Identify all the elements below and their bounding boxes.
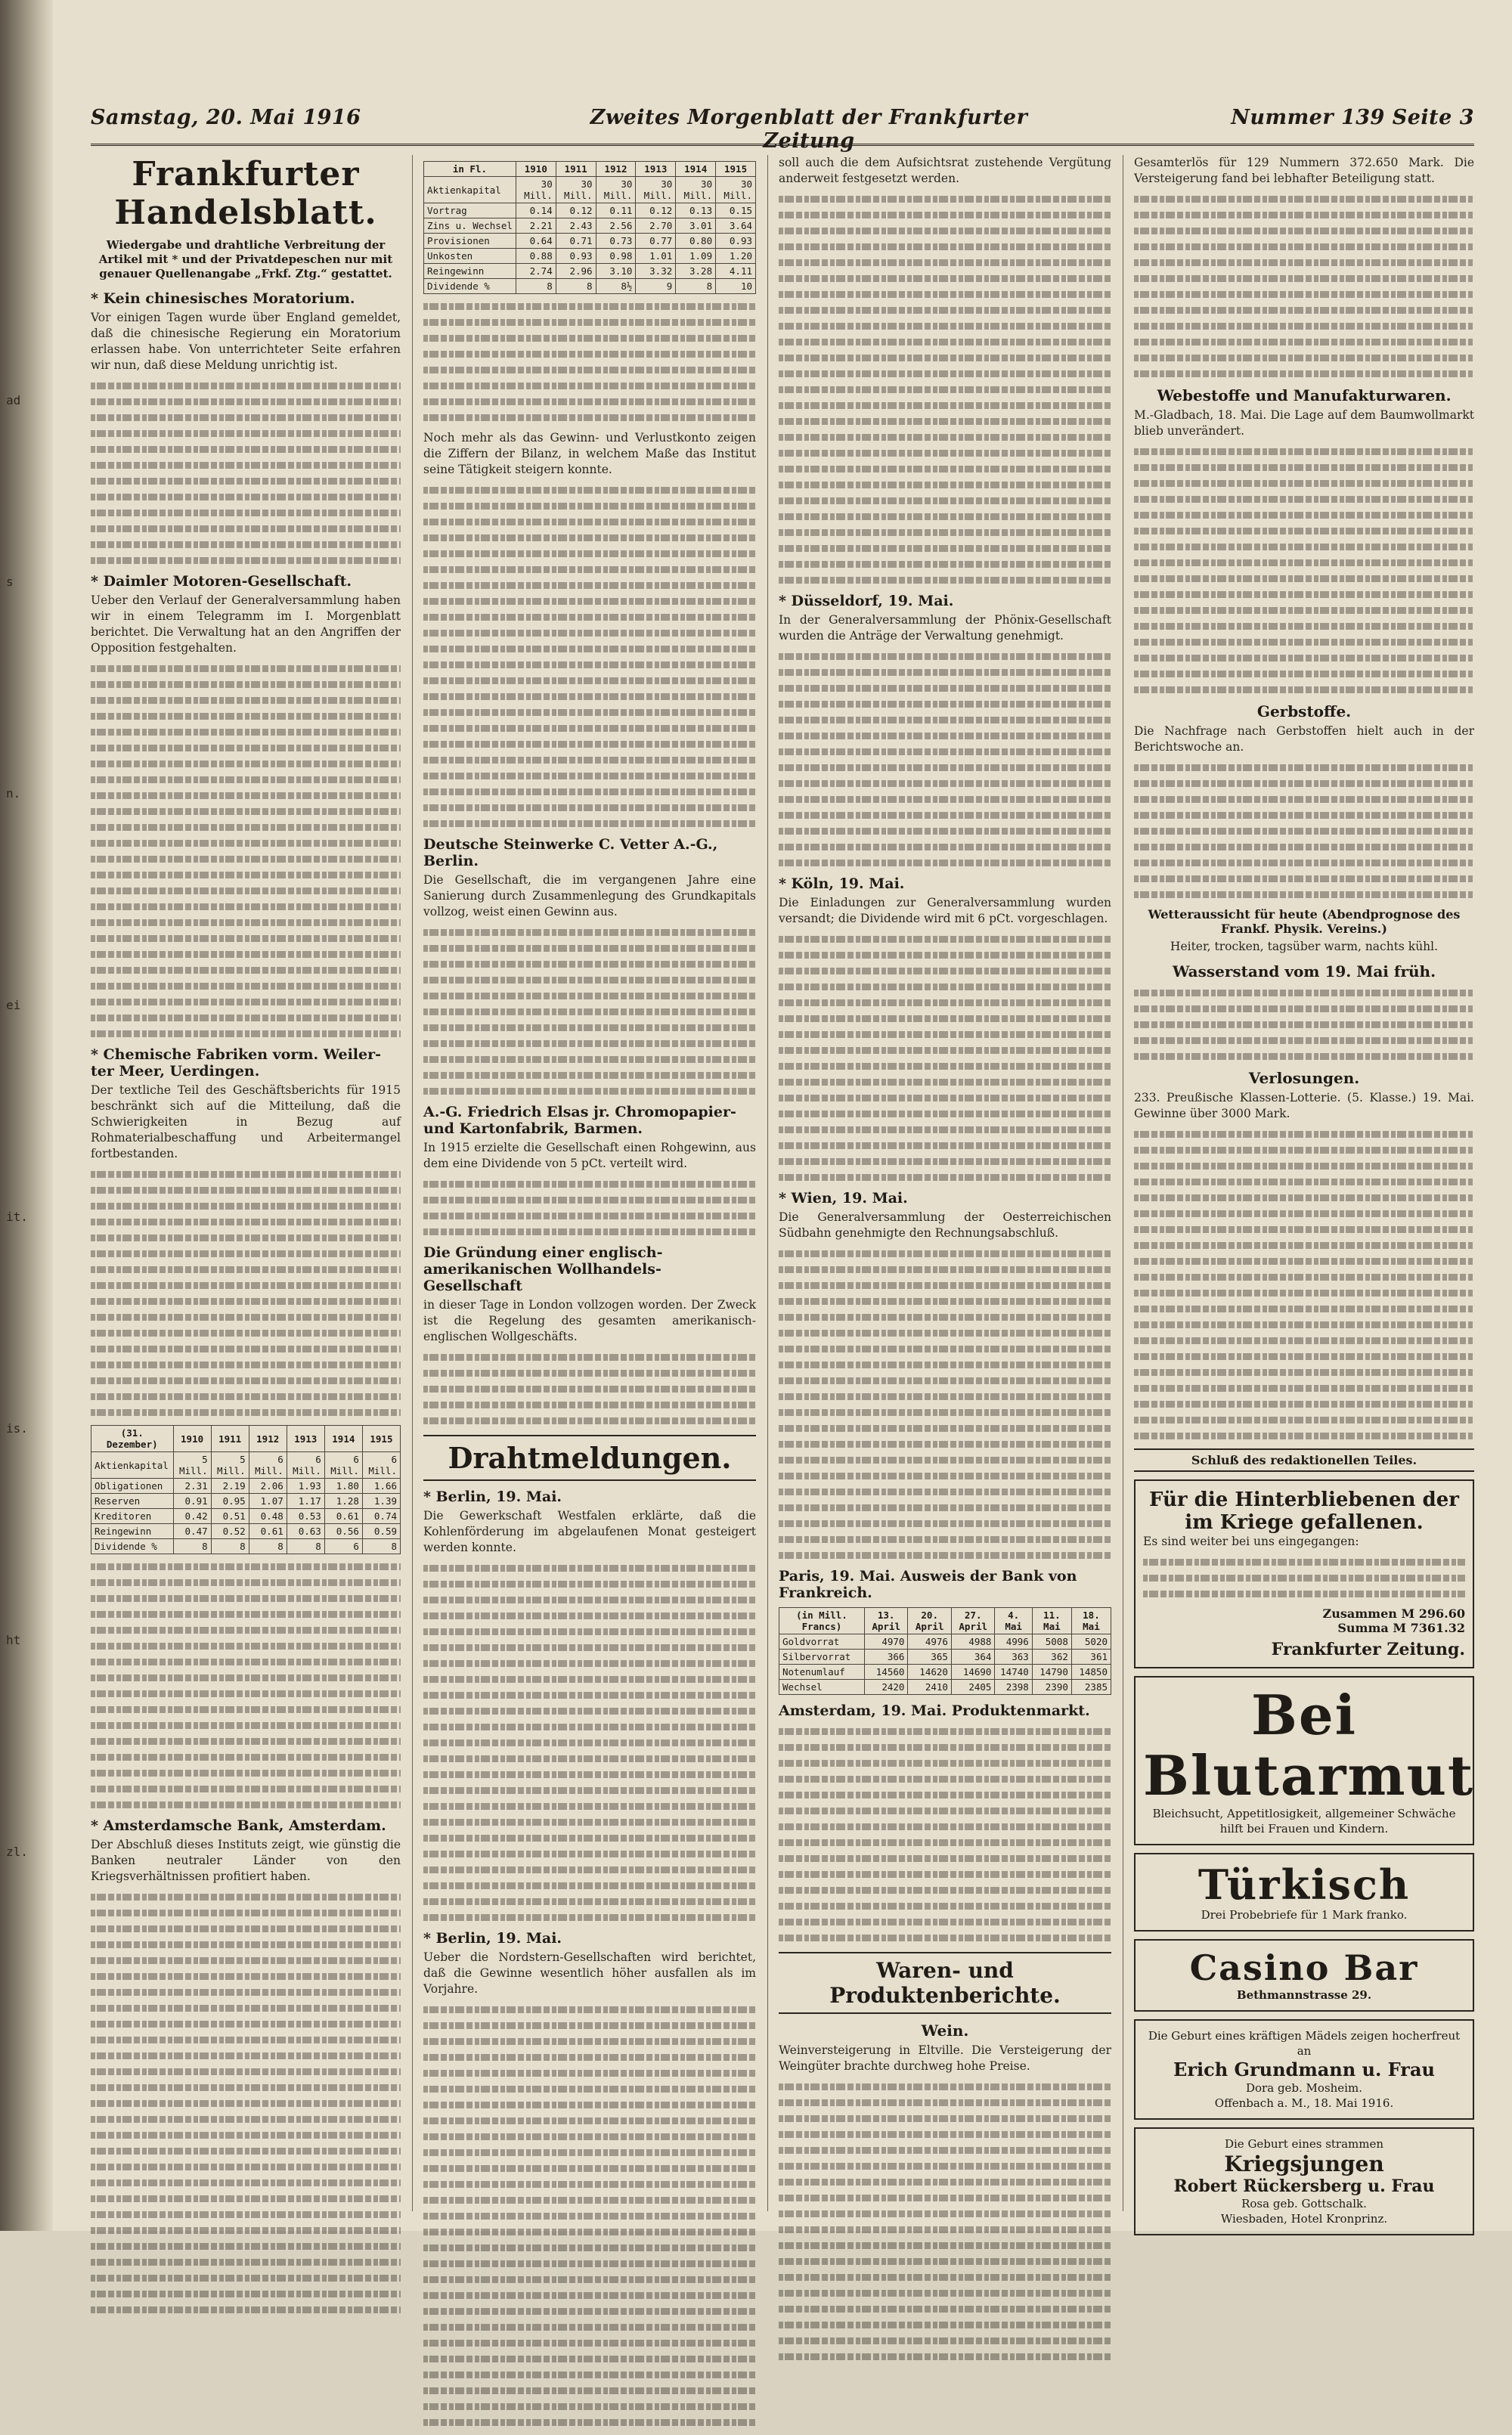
article-heading: A.-G. Friedrich Elsas jr. Chromopapier- und Kartonfabrik, Barmen. [423, 1104, 736, 1137]
article-text: Die Generalversammlung der Oesterreichischen Südbahn genehmigte den Rechnungsabschluß. [779, 1210, 1111, 1240]
relief-heading: Für die Hinterbliebenen der im Kriege gefallenen. [1149, 1489, 1459, 1534]
table-cell: Reserven [91, 1494, 174, 1509]
table-cell: 2.06 [249, 1479, 287, 1494]
table-cell: 2.31 [173, 1479, 211, 1494]
table-cell: 5020 [1071, 1634, 1111, 1650]
table-cell: 8 [362, 1539, 400, 1554]
editorial-end-line: Schluß des redaktionellen Teiles. [1134, 1448, 1474, 1472]
illegible-text-block [779, 936, 1111, 1181]
table-cell: 0.48 [249, 1509, 287, 1524]
table-cell: 0.88 [516, 249, 556, 264]
ad-tuerkisch [1134, 1853, 1474, 1932]
table-row [779, 1650, 1111, 1665]
article-heading: * Düsseldorf, 19. Mai. [779, 593, 954, 609]
illegible-text-block [423, 303, 756, 421]
birth-sub: Rosa geb. Gottschalk. [1241, 2197, 1367, 2210]
table-cell: 8 [249, 1539, 287, 1554]
table-cell: 0.71 [556, 234, 596, 249]
table-header-cell: in Fl. [424, 162, 516, 177]
table-cell: 4.11 [716, 264, 756, 279]
table-cell: 2420 [864, 1680, 908, 1695]
section-waren: Waren- und Produktenberichte. [779, 1952, 1111, 2014]
table-cell: 4988 [951, 1634, 995, 1650]
table-header-cell: 1912 [249, 1426, 287, 1452]
issue-date: Samstag, 20. Mai 1916 [91, 106, 361, 129]
table-cell: 2.21 [516, 218, 556, 234]
water-level-heading: Wasserstand vom 19. Mai früh. [1172, 962, 1436, 981]
illegible-text-block [1134, 990, 1474, 1060]
table-cell: 8 [211, 1539, 249, 1554]
table-cell: 366 [864, 1650, 908, 1665]
gutter-fragment: n. [6, 786, 21, 801]
table-cell: 0.51 [211, 1509, 249, 1524]
table-row [91, 1494, 401, 1509]
table-header-cell: 4. Mai [995, 1608, 1032, 1634]
column-rule [767, 155, 768, 2211]
section-drahtmeldungen: Drahtmeldungen. [423, 1435, 756, 1481]
article-text: Der Abschluß dieses Instituts zeigt, wie günstig die Banken neutraler Länder von den Kriegsverhältnissen profitiert haben. [91, 1838, 401, 1883]
gutter-fragment: is. [6, 1421, 28, 1436]
table-cell: 0.80 [676, 234, 716, 249]
illegible-text-block [91, 383, 401, 564]
bank-report-table [779, 1607, 1111, 1695]
table-cell: 4970 [864, 1634, 908, 1650]
article-heading: Paris, 19. Mai. Ausweis der Bank von Frankreich. [779, 1568, 1077, 1601]
table-cell: 14560 [864, 1665, 908, 1680]
illegible-text-block [423, 929, 756, 1095]
table-cell: 2.96 [556, 264, 596, 279]
table-row [424, 203, 756, 218]
table-cell: 0.12 [556, 203, 596, 218]
table-cell: 10 [716, 279, 756, 294]
table-cell: 5 Mill. [173, 1452, 211, 1479]
article-text: in dieser Tage in London vollzogen worden. Der Zweck ist die Regelung des gesamten amerikanisch-englischen Wollgeschäfts. [423, 1298, 756, 1343]
article-text: M.-Gladbach, 18. Mai. Die Lage auf dem Baumwollmarkt blieb unverändert. [1134, 408, 1474, 438]
table-cell: 2.19 [211, 1479, 249, 1494]
table-cell: Kreditoren [91, 1509, 174, 1524]
article-heading: Gerbstoffe. [1256, 702, 1352, 720]
table-header-cell: 1910 [173, 1426, 211, 1452]
table-cell: 8 [173, 1539, 211, 1554]
ad-title: Bei Blutarmut [1143, 1683, 1475, 1808]
article-heading: * Amsterdamsche Bank, Amsterdam. [91, 1817, 386, 1834]
table-cell: 4996 [995, 1634, 1032, 1650]
gutter-fragment: s [6, 575, 14, 589]
illegible-text-block [423, 1354, 756, 1424]
table-cell: 1.01 [636, 249, 676, 264]
article-text: Die Einladungen zur Generalversammlung wurden versandt; die Dividende wird mit 6 pCt. vorgeschlagen. [779, 896, 1111, 925]
illegible-text-block [423, 2006, 756, 2426]
table-header-cell: (in Mill. Francs) [779, 1608, 865, 1634]
table-row [779, 1680, 1111, 1695]
table-header-cell: 1913 [636, 162, 676, 177]
financial-table [423, 161, 756, 294]
ad-title: Casino Bar [1189, 1947, 1419, 1988]
article-text: soll auch die dem Aufsichtsrat zustehende Vergütung anderweit festgesetzt werden. [779, 156, 1111, 185]
table-cell: 2.70 [636, 218, 676, 234]
illegible-text-block [779, 196, 1111, 584]
table-cell: 0.61 [324, 1509, 362, 1524]
weather-heading: Wetteraussicht für heute (Abendprognose des Frankf. Physik. Vereins.) [1148, 907, 1461, 936]
article-heading: Die Gründung einer englisch-amerikanischen Wollhandels-Gesellschaft [423, 1244, 663, 1294]
table-header-cell: 1915 [716, 162, 756, 177]
birth-announcement [1134, 2019, 1474, 2120]
table-cell: 8 [287, 1539, 324, 1554]
table-cell: 30 Mill. [676, 177, 716, 203]
section-title: Frankfurter Handelsblatt. [114, 155, 377, 232]
table-cell: Dividende % [424, 279, 516, 294]
relief-text: Es sind weiter bei uns eingegangen: [1143, 1535, 1359, 1548]
table-cell: 3.28 [676, 264, 716, 279]
table-cell: 4976 [908, 1634, 952, 1650]
table-cell: 14740 [995, 1665, 1032, 1680]
section-subtitle: Wiedergabe und drahtliche Verbreitung der Artikel mit * und der Privatdepeschen nur mit genauer Quellenangabe „Frkf. Ztg.“ gestattet. [98, 238, 393, 280]
ad-text: Bethmannstrasse 29. [1236, 1988, 1372, 2002]
table-header-cell: 20. April [908, 1608, 952, 1634]
table-row [424, 177, 756, 203]
article-heading: * Berlin, 19. Mai. [423, 1489, 562, 1505]
table-cell: 0.14 [516, 203, 556, 218]
ad-blutarmut [1134, 1676, 1474, 1845]
table-cell: 1.80 [324, 1479, 362, 1494]
table-cell: Vortrag [424, 203, 516, 218]
table-cell: 3.32 [636, 264, 676, 279]
relief-footer: Frankfurter Zeitung. [1271, 1640, 1465, 1659]
illegible-text-block [423, 487, 756, 827]
issue-number: Nummer 139 Seite 3 [1231, 106, 1474, 129]
subtotal-label: Zusammen [1322, 1606, 1397, 1621]
total [1143, 1621, 1465, 1635]
table-cell: 2.43 [556, 218, 596, 234]
table-cell: 8½ [596, 279, 636, 294]
table-cell: 2410 [908, 1680, 952, 1695]
illegible-text-block [1134, 764, 1474, 898]
table-cell: 1.66 [362, 1479, 400, 1494]
table-cell: Reingewinn [424, 264, 516, 279]
gutter-fragment: ht [6, 1633, 21, 1647]
table-cell: 0.13 [676, 203, 716, 218]
column-rule [412, 155, 413, 2211]
table-cell: 1.28 [324, 1494, 362, 1509]
table-cell: 2.74 [516, 264, 556, 279]
table-header-cell: 13. April [864, 1608, 908, 1634]
table-cell: 8 [676, 279, 716, 294]
birth-title: Kriegsjungen [1224, 2152, 1384, 2176]
article-text: Vor einigen Tagen wurde über England gemeldet, daß die chinesische Regierung ein Moratorium erlassen habe. Von unterrichteter Seite erfahren wir nun, daß diese Meldung unrichtig ist. [91, 311, 401, 372]
illegible-text-block [779, 2083, 1111, 2360]
table-cell: 30 Mill. [556, 177, 596, 203]
birth-announcement [1134, 2127, 1474, 2235]
table-cell: 0.53 [287, 1509, 324, 1524]
table-header-cell: 1914 [676, 162, 716, 177]
table-cell: Aktienkapital [91, 1452, 174, 1479]
birth-sub: Dora geb. Mosheim. [1246, 2081, 1362, 2095]
illegible-text-block [779, 1728, 1111, 1941]
table-cell: 361 [1071, 1650, 1111, 1665]
column-2 [423, 155, 756, 2435]
total-label: Summa [1337, 1621, 1389, 1635]
ad-title: Türkisch [1198, 1860, 1411, 1909]
table-cell: 0.77 [636, 234, 676, 249]
table-header-cell: 1912 [596, 162, 636, 177]
column-3 [779, 155, 1111, 2369]
gutter-fragment: ei [6, 998, 21, 1012]
table-cell: 1.09 [676, 249, 716, 264]
table-cell: 0.15 [716, 203, 756, 218]
birth-names: Robert Rückersberg u. Frau [1173, 2176, 1435, 2196]
column-4 [1134, 155, 1474, 2243]
table-cell: 8 [516, 279, 556, 294]
table-header-cell: 1910 [516, 162, 556, 177]
ad-text: Bleichsucht, Appetitlosigkeit, allgemeiner Schwäche hilft bei Frauen und Kindern. [1152, 1807, 1456, 1836]
subtotal [1143, 1606, 1465, 1621]
table-cell: 14790 [1032, 1665, 1071, 1680]
article-heading: Webestoffe und Manufakturwaren. [1157, 386, 1452, 404]
table-cell: 1.07 [249, 1494, 287, 1509]
table-header-cell: 18. Mai [1071, 1608, 1111, 1634]
birth-place: Wiesbaden, Hotel Kronprinz. [1220, 2212, 1388, 2226]
table-cell: 6 Mill. [324, 1452, 362, 1479]
table-cell: 14690 [951, 1665, 995, 1680]
table-cell: 363 [995, 1650, 1032, 1665]
article-heading: * Köln, 19. Mai. [779, 875, 905, 892]
table-cell: 362 [1032, 1650, 1071, 1665]
previous-page-gutter [0, 0, 53, 2231]
table-cell: 2398 [995, 1680, 1032, 1695]
table-cell: 0.11 [596, 203, 636, 218]
financial-table [91, 1425, 401, 1554]
article-text: Die Nachfrage nach Gerbstoffen hielt auch in der Berichtswoche an. [1134, 724, 1474, 754]
article-text: In der Generalversammlung der Phönix-Gesellschaft wurden die Anträge der Verwaltung genehmigt. [779, 613, 1111, 643]
table-row [91, 1479, 401, 1494]
table-cell: 6 [324, 1539, 362, 1554]
table-row [779, 1665, 1111, 1680]
illegible-text-block [779, 653, 1111, 866]
table-row [779, 1634, 1111, 1650]
table-row [424, 264, 756, 279]
table-cell: 30 Mill. [636, 177, 676, 203]
table-cell: Goldvorrat [779, 1634, 865, 1650]
table-cell: Dividende % [91, 1539, 174, 1554]
illegible-text-block [423, 1565, 756, 1921]
column-1 [91, 155, 401, 2322]
table-cell: 3.10 [596, 264, 636, 279]
table-cell: 0.52 [211, 1524, 249, 1539]
table-cell: 30 Mill. [596, 177, 636, 203]
table-cell: 2385 [1071, 1680, 1111, 1695]
table-cell: Obligationen [91, 1479, 174, 1494]
table-cell: Unkosten [424, 249, 516, 264]
table-cell: 1.39 [362, 1494, 400, 1509]
table-row [91, 1452, 401, 1479]
lottery-heading: Verlosungen. [1248, 1069, 1360, 1087]
table-cell: 364 [951, 1650, 995, 1665]
table-header-cell: 27. April [951, 1608, 995, 1634]
table-cell: 1.20 [716, 249, 756, 264]
article-text: Der textliche Teil des Geschäftsberichts für 1915 beschränkt sich auf die Mitteilung, daß die Schwierigkeiten in Bezug auf Rohmaterialbeschaffung und Arbeitermangel fortbestanden. [91, 1083, 401, 1160]
table-cell: 1.93 [287, 1479, 324, 1494]
table-cell: 0.12 [636, 203, 676, 218]
table-cell: 0.93 [716, 234, 756, 249]
table-cell: 5008 [1032, 1634, 1071, 1650]
table-cell: 3.01 [676, 218, 716, 234]
article-text: Die Gewerkschaft Westfalen erklärte, daß die Kohlenförderung im abgelaufenen Monat gesteigert werden konnte. [423, 1509, 756, 1554]
table-row [424, 234, 756, 249]
table-cell: 8 [556, 279, 596, 294]
gutter-fragment: ad [6, 393, 21, 407]
relief-notice [1134, 1479, 1474, 1668]
birth-place: Offenbach a. M., 18. Mai 1916. [1214, 2096, 1394, 2110]
ad-text: Drei Probebriefe für 1 Mark franko. [1201, 1908, 1408, 1922]
table-cell: 2.56 [596, 218, 636, 234]
table-cell: 0.42 [173, 1509, 211, 1524]
illegible-text-block [91, 1894, 401, 2313]
table-row [424, 249, 756, 264]
illegible-text-block [91, 665, 401, 1037]
table-cell: 1.17 [287, 1494, 324, 1509]
table-cell: 30 Mill. [716, 177, 756, 203]
table-cell: Silbervorrat [779, 1650, 865, 1665]
illegible-text-block [1143, 1559, 1465, 1597]
illegible-text-block [91, 1171, 401, 1416]
table-cell: 14620 [908, 1665, 952, 1680]
table-cell: Provisionen [424, 234, 516, 249]
article-text: Noch mehr als das Gewinn- und Verlustkonto zeigen die Ziffern der Bilanz, in welchem Maße das Institut seine Tätigkeit steigern konnte. [423, 431, 756, 476]
table-row [424, 279, 756, 294]
table-cell: 0.93 [556, 249, 596, 264]
table-cell: 14850 [1071, 1665, 1111, 1680]
weather-text: Heiter, trocken, tagsüber warm, nachts kühl. [1170, 940, 1439, 953]
table-cell: 30 Mill. [516, 177, 556, 203]
lottery-text: 233. Preußische Klassen-Lotterie. (5. Klasse.) 19. Mai. Gewinne über 3000 Mark. [1134, 1091, 1474, 1120]
table-header-cell: 11. Mai [1032, 1608, 1071, 1634]
table-cell: 2390 [1032, 1680, 1071, 1695]
table-cell: 0.64 [516, 234, 556, 249]
ad-casino-bar [1134, 1939, 1474, 2012]
table-cell: 9 [636, 279, 676, 294]
table-row [91, 1539, 401, 1554]
table-cell: 0.74 [362, 1509, 400, 1524]
paper-title: Zweites Morgenblatt der Frankfurter Zeitung [590, 106, 1028, 153]
table-cell: 0.91 [173, 1494, 211, 1509]
masthead [91, 98, 1474, 153]
table-cell: 365 [908, 1650, 952, 1665]
article-heading: Wein. [921, 2021, 969, 2040]
table-cell: 0.98 [596, 249, 636, 264]
table-header-cell: 1911 [211, 1426, 249, 1452]
table-header-cell: 1913 [287, 1426, 324, 1452]
table-header-cell: 1911 [556, 162, 596, 177]
table-row [91, 1509, 401, 1524]
table-cell: Zins u. Wechsel [424, 218, 516, 234]
article-heading: Amsterdam, 19. Mai. Produktenmarkt. [779, 1702, 1090, 1719]
table-cell: 6 Mill. [287, 1452, 324, 1479]
table-cell: 0.59 [362, 1524, 400, 1539]
article-text: Ueber den Verlauf der Generalversammlung haben wir in einem Telegramm im I. Morgenblatt berichtet. Die Verwaltung hat an den Angriffen der Opposition festgehalten. [91, 593, 401, 655]
table-cell: 0.63 [287, 1524, 324, 1539]
gutter-fragment: zl. [6, 1845, 28, 1859]
table-cell: Wechsel [779, 1680, 865, 1695]
table-cell: Reingewinn [91, 1524, 174, 1539]
table-row [91, 1524, 401, 1539]
table-cell: 0.61 [249, 1524, 287, 1539]
table-cell: Notenumlauf [779, 1665, 865, 1680]
illegible-text-block [1134, 1131, 1474, 1439]
article-heading: * Wien, 19. Mai. [779, 1190, 908, 1207]
table-header-cell: 1914 [324, 1426, 362, 1452]
article-heading: * Kein chinesisches Moratorium. [91, 290, 355, 307]
birth-names: Erich Grundmann u. Frau [1173, 2059, 1435, 2080]
article-text: Gesamterlös für 129 Nummern 372.650 Mark. Die Versteigerung fand bei lebhafter Beteiligung statt. [1134, 156, 1474, 185]
table-header-cell: 1915 [362, 1426, 400, 1452]
illegible-text-block [91, 1563, 401, 1808]
table-cell: 0.56 [324, 1524, 362, 1539]
table-cell: 6 Mill. [362, 1452, 400, 1479]
table-row [424, 218, 756, 234]
article-heading: Deutsche Steinwerke C. Vetter A.-G., Berlin. [423, 836, 718, 869]
article-heading: * Berlin, 19. Mai. [423, 1930, 562, 1947]
birth-intro: Die Geburt eines strammen [1224, 2137, 1384, 2151]
article-heading: * Daimler Motoren-Gesellschaft. [91, 573, 352, 590]
article-heading: * Chemische Fabriken vorm. Weiler-ter Meer, Uerdingen. [91, 1046, 381, 1080]
subtotal-value: M 296.60 [1401, 1606, 1465, 1621]
table-cell: 2405 [951, 1680, 995, 1695]
table-cell: 6 Mill. [249, 1452, 287, 1479]
illegible-text-block [423, 1181, 756, 1235]
total-value: M 7361.32 [1393, 1621, 1465, 1635]
birth-intro: Die Geburt eines kräftigen Mädels zeigen hocherfreut an [1148, 2029, 1461, 2058]
gutter-fragment: it. [6, 1210, 28, 1224]
table-cell: 3.64 [716, 218, 756, 234]
illegible-text-block [1134, 448, 1474, 693]
article-text: Ueber die Nordstern-Gesellschaften wird berichtet, daß die Gewinne wesentlich höher ausfallen als im Vorjahre. [423, 1950, 756, 1996]
table-cell: 0.47 [173, 1524, 211, 1539]
illegible-text-block [1134, 196, 1474, 377]
article-text: Weinversteigerung in Eltville. Die Versteigerung der Weingüter brachte durchweg hohe Preise. [779, 2043, 1111, 2073]
table-cell: Aktienkapital [424, 177, 516, 203]
illegible-text-block [779, 1250, 1111, 1559]
table-cell: 5 Mill. [211, 1452, 249, 1479]
table-header-cell: (31. Dezember) [91, 1426, 174, 1452]
article-text: Die Gesellschaft, die im vergangenen Jahre eine Sanierung durch Zusammenlegung des Grundkapitals vollzog, weist einen Gewinn aus. [423, 873, 756, 919]
article-text: In 1915 erzielte die Gesellschaft einen Rohgewinn, aus dem eine Dividende von 5 pCt. verteilt wird. [423, 1141, 756, 1170]
table-cell: 0.95 [211, 1494, 249, 1509]
table-cell: 0.73 [596, 234, 636, 249]
